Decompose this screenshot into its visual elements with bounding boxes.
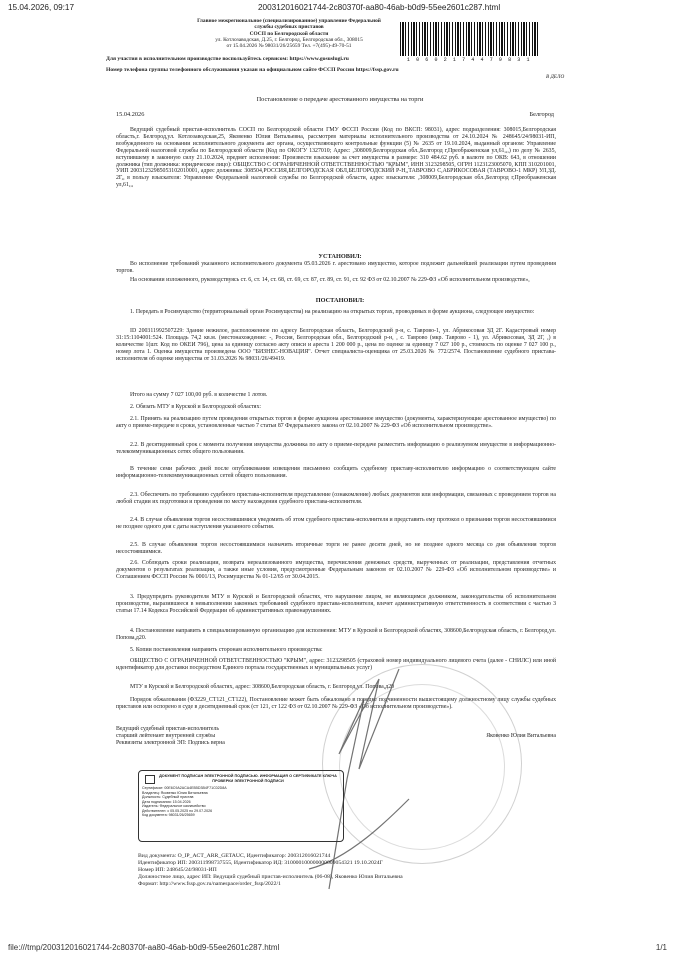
item-2-5: 2.5. В случае объявления торгов несостоявшимися назначить вторичные торги не ранее десяти дней, но не позднее одного месяца со дня объявления торгов несостоявшимися.	[116, 542, 556, 555]
item-2-2b: В течение семи рабочих дней после опубликования извещения письменно сообщить судебному приставу-исполнителю информацию о соответствующем сайте информационно-телекоммуникационных сетей общего пользования.	[116, 466, 556, 479]
intro-paragraph: Ведущий судебный пристав-исполнитель СОСП по Белгородской области ГМУ ФССП России (Код по ВКСП: 98031), адрес подразделения: 308015,Белгородская область,г. Белгород,ул. Котлозаводская,25, Яковенко Юлия Витальевна, рассмотрев материалы исполнительного производства от 24.10.2024 № 248645/24/98031-ИП, возбужденного на основании исполнительного документа акт органа, осуществляющего контрольные функции (5) № 2635 от 19.10.2024, выданный органом: Управление Федеральной налоговой службы по Белгородской области (Код по ОКОГУ 1327010; Адрес: ,308009,Белгородская обл.,Белгород г,Преображенская ул,61,,,) по делу № 2635, вступившему в законную силу 21.10.2024, предмет исполнения: Произвести взыскание за счет имущества в размере: 310 484.62 руб. в валюте по ОКВ: 643, в отношении должника (тип должника: юридическое лицо): ОБЩЕСТВО С ОГРАНИЧЕННОЙ ОТВЕТСТВЕННОСТЬЮ "КРЫМ", ИНН 3123298505, ОГРН 1123123005070, КПП 310201001, УИП 20031232985053102010001, адрес должника: 308504,РОССИЯ,БЕЛГОРОДСКАЯ ОБЛ,БЕЛГОРОДСКИЙ Р-Н,,ТАВРОВО С,АБРИКОСОВАЯ (ТАВРОВО-1 МКР) УЛ,ЗД. 2Г,, в пользу взыскателя: Управление Федеральной налоговой службы по Белгородской области, адрес взыскателя: ,308009,Белгородская обл.,Белгород г,Преображенская ул,61,,,	[116, 127, 556, 189]
basis-paragraph: На основании изложенного, руководствуясь ст. 6, ст. 14, ст. 68, ст. 69, ст. 87, ст. 89, ст. 91, ст. 92 ФЗ от 02.10.2007 № 229-ФЗ «Об исполнительном производстве»,	[130, 277, 530, 283]
esign-line: Должность: Судебный пристав	[142, 795, 194, 799]
date-line	[116, 111, 554, 118]
emblem-icon	[145, 775, 155, 784]
page-counter: 1/1	[655, 943, 667, 952]
item-4: 4. Постановление направить в специализированную организацию для исполнения: МТУ в Курской и Белгородской областях, 308600,Белгородская область, г. Белгород,ул. Попова,д20.	[116, 628, 556, 641]
phone-notice: Номер телефона группы телефонного обслуживания указан на официальном сайте ФССП России https://fssp.gov.ru	[106, 67, 399, 73]
recipient-1: ОБЩЕСТВО С ОГРАНИЧЕННОЙ ОТВЕТСТВЕННОСТЬЮ "КРЫМ", адрес: 3123298505 (страховой номер индивидуального лицевого счета (далее - СНИЛС) или иной идентификатор для доставки посредством Единого портала государственных и муниципальных услуг)	[116, 658, 556, 671]
item-3: 3. Предупредить руководителя МТУ в Курской и Белгородской областях, что нарушение лицом, не являющимся должником, законодательства об исполнительном производстве, выразившееся в невыполнении законных требований судебного пристава-исполнителя, влечет административную ответственность в соответствии с частью 3 статьи 17.14 Кодекса Российской Федерации об административных правонарушениях.	[116, 594, 556, 614]
footer-ip-number: Номер ИП: 248645/24/98031-ИП	[138, 867, 217, 873]
recipient-2: МТУ в Курской и Белгородской областях, адрес: 308600,Белгородская область, г. Белгород,ул. Попова,д20	[130, 684, 395, 690]
browser-footer	[0, 940, 679, 960]
item-1: 1. Передать в Росимущество (территориальный орган Росимущества) на реализацию на открытых торгах, проводимых в форме аукциона, следующее имущество:	[130, 309, 535, 315]
ustanovil-heading: УСТАНОВИЛ:	[318, 253, 362, 260]
org-address: ул. Котлозаводская, Д.25, г. Белгород, Белгородская обл., 308015	[215, 36, 363, 43]
total-line: Итого на сумму 7 027 100,00 руб. в количестве 1 лотов.	[130, 392, 268, 398]
signer-title: Ведущий судебный пристав-исполнитель	[116, 726, 220, 732]
item-2-2: 2.2. В десятидневный срок с момента получения имущества должника по акту о приеме-передаче разместить информацию о реализуемом имуществе в информационно-телекоммуникационных сетях общего пользования.	[116, 442, 556, 455]
print-timestamp: 15.04.2026, 09:17	[8, 3, 75, 12]
electronic-signature-stamp	[138, 770, 344, 842]
item-2-6: 2.6. Соблюдать сроки реализации, возврата нереализованного имущества, перечисления денежных средств, вырученных от реализации, представления отчетных документов о результатах реализации, а также иные условия, предусмотренные Федеральным законом от 02.10.2007 № 229-ФЗ «Об исполнительном производстве» и Соглашением ФССП России № 0001/13, Росимущества № 01-12/65 от 30.04.2015.	[116, 560, 556, 580]
footer-position: Должностное лицо, адрес ИП: Ведущий судебный пристав-исполнитель (06-08), Яковенко Юлия Витальевна	[138, 874, 403, 880]
item-2-3: 2.3. Обеспечить по требованию судебного пристава-исполнителя представление (ознакомление) любых документов или информации, связанных с проведением торгов на любой стадии их подготовки и проведения по месту нахождения судебного пристава-исполнителя.	[116, 492, 556, 505]
esign-line: Владелец: Яковенко Юлия Витальевна	[142, 790, 208, 795]
esign-line: Код документа: 98031/26/25659	[142, 813, 195, 817]
postanovil-heading: ПОСТАНОВИЛ:	[315, 297, 365, 304]
appeal-paragraph: Порядок обжалования (ФЗ229_СТ121_СТ122), Постановление может быть обжаловано в порядке подчиненности вышестоящему должностному лицу службы судебных приставов или оспорено в суде в десятидневный срок (ст 121, ст 122 ФЗ от 02.10.2007 № 229-ФЗ «Об исполнительном производстве»).	[116, 697, 556, 710]
esign-line: Действителен: с 05.05.2025 по 29.07.2026	[142, 808, 213, 813]
barcode-number: 1 0 6 0 2 1 7 4 4 7 9 8 3 1	[406, 57, 532, 63]
footer-ids: Идентификатор ИП: 200311998737555, Идентификатор ИД: 310000100000000009054321 19.10.2024Г	[138, 860, 383, 866]
browser-header	[0, 0, 679, 16]
org-reference: от 15.04.2026 № 98031/26/25659 Тел. +7(495)-49-70-51	[226, 43, 352, 50]
esign-title: ДОКУМЕНТ ПОДПИСАН ЭЛЕКТРОННОЙ ПОДПИСЬЮ. ИНФОРМАЦИЯ О СЕРТИФИКАТЕ КЛЮЧА ПРОВЕРКИ ЭЛЕКТРОННОЙ ПОДПИСИ	[159, 774, 337, 783]
document-date: 15.04.2026	[116, 111, 145, 118]
gosuslugi-notice: Для участия в исполнительном производстве воспользуйтесь сервисом: https://www.gosuslugi.ru	[106, 56, 349, 62]
item-2-4: 2.4. В случае объявления торгов несостоявшимися уведомить об этом судебного пристава-исполнителя и представить ему протокол о признании торгов несостоявшимися не позднее одного дня с даты наступления указанного события.	[116, 517, 556, 530]
print-url: file:///tmp/200312016021744-2c80370f-aa80-46ab-b0d9-55ee2601c287.html	[8, 943, 280, 952]
property-description: ID 200311992507229: Здание нежилое, расположенное по адресу Белгородская область, Белгородский р-н, с. Таврово-1, ул. Абрикосовая ЗД 2Г. Кадастровый номер 31:15:1104001:524. Площадь 74,2 кв.м. (местонахождение: -, Россия, Белгородская обл., Белгородский р-н, , с. Таврово (мкр. Таврово - 1), ул. Абрикосовая, ЗД 2Г, ,) в количестве 1(шт. Код по ОКЕИ 796), цена за единицу согласно акту описи и ареста 1 200 000 р., цена по оценке за единицу 7 027 100 р., стоимость по оценке 7 027 100 р., номер лота 1. Оценка имущества произведена ООО "БИЗНЕС-НОВАЦИЯ". Отчет специалиста-оценщика от 25.03.2026 № 772/2574. Постановление судебного пристава-исполнителя об оценке имущества от 31.03.2026 № 98031/26/49419.	[116, 328, 556, 362]
official-seal-inner	[339, 684, 505, 850]
ustanovil-paragraph: Во исполнение требований указанного исполнительного документа 05.03.2026 г. арестовано имущество, которое подлежит дальнейшей реализации путем проведения торгов.	[116, 261, 556, 274]
esign-line: Дата подписания: 15.04.2026	[142, 799, 191, 804]
item-5: 5. Копии постановления направить сторонам исполнительного производства:	[130, 647, 323, 653]
document-title: Постановление о передаче арестованного имущества на торги	[256, 96, 424, 103]
v-delo-stamp: В ДЕЛО	[546, 74, 565, 80]
item-2-1: 2.1. Принять на реализацию путем проведения открытых торгов в форме аукциона арестованное имущество (документы, характеризующие арестованное имущество) по акту о приеме-передаче в сроки, установленные частью 7 статьи 87 Федерального закона от 02.10.2007 № 229-ФЗ «Об исполнительном производстве».	[116, 416, 556, 429]
signer-rank: старший лейтенант внутренней службы	[116, 732, 216, 739]
document-city: Белгород	[529, 111, 554, 118]
footer-doc-type: Вид документа: O_IP_ACT_ARR_GETAUC, Идентификатор: 200312016021744	[138, 853, 331, 859]
org-line: СОСП по Белгородской области	[249, 30, 329, 37]
footer-format: Формат: http://www.fssp.gov.ru/namespace/order_fssp/2022/1	[138, 881, 281, 887]
signature-status: Реквизиты электронной ЭП: Подпись верна	[116, 739, 225, 746]
org-line: Главное межрегиональное (специализированное) управление Федеральной	[197, 18, 381, 24]
esign-line: Издатель: Федеральное казначейство	[142, 804, 206, 808]
org-line: службы судебных приставов	[254, 24, 324, 31]
signer-name: Яковенко Юлия Витальевна	[486, 732, 556, 739]
print-title: 200312016021744-2c80370f-aa80-46ab-b0d9-55ee2601c287.html	[258, 3, 501, 12]
item-2: 2. Обязать МТУ в Курской и Белгородской областях:	[130, 404, 262, 410]
barcode	[400, 22, 538, 56]
esign-line: Сертификат: 00E6C9A2ACA4EB5D3B4F71C02D8A	[142, 786, 227, 790]
document-sheet	[34, 16, 646, 931]
